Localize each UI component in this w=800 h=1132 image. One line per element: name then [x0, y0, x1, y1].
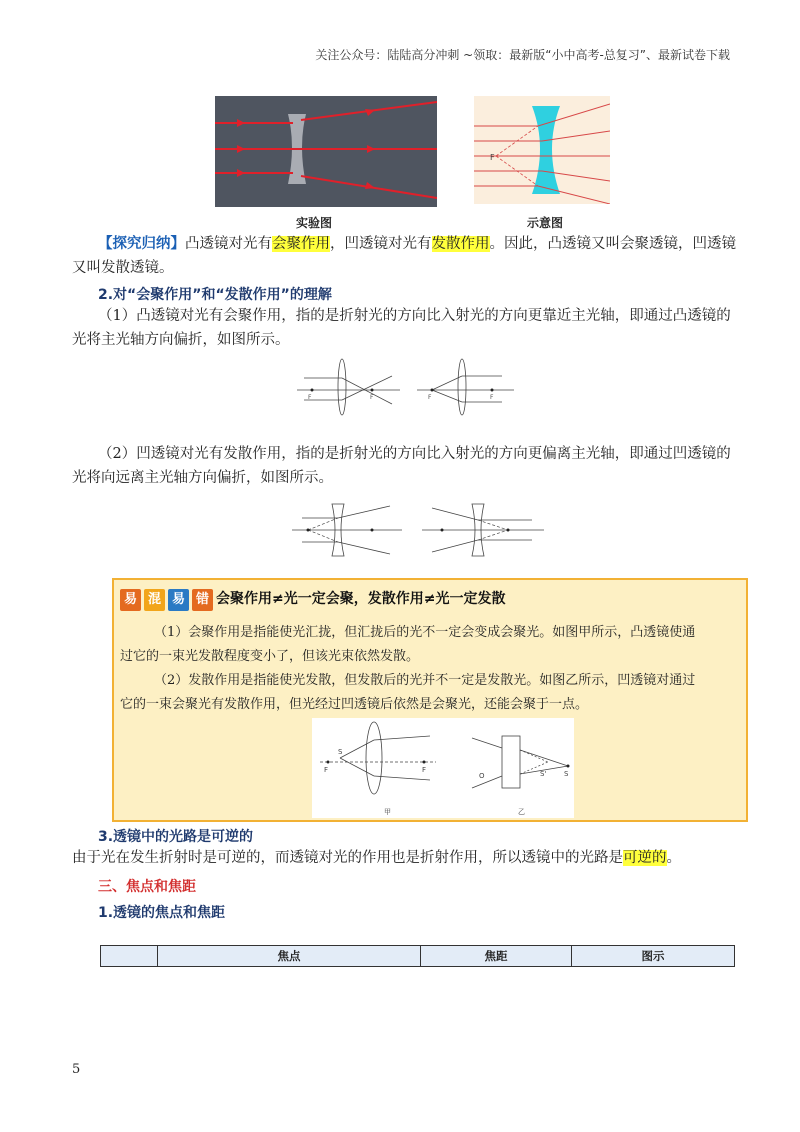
summary-tag: 【探究归纳】: [98, 235, 185, 252]
summary-line2: 又叫发散透镜。: [72, 260, 174, 276]
focus-heading: 1.透镜的焦点和焦距: [98, 905, 226, 921]
experiment-photo: [215, 96, 437, 207]
concave-lens-diagrams: [292, 500, 544, 560]
box-title: 会聚作用≠光一定会聚，发散作用≠光一定发散: [216, 591, 506, 607]
highlight-diverge: 发散作用: [431, 236, 490, 252]
page-header: 关注公众号：陆陆高分冲刺 ~领取：最新版“小中高考-总复习”、最新试卷下载: [315, 48, 730, 62]
table-header-cell: 图示: [572, 946, 735, 967]
section-2-p1-line1: （1）凸透镜对光有会聚作用，指的是折射光的方向比入射光的方向更靠近主光轴，即通过凸透镜的: [98, 308, 731, 324]
label-O: O: [479, 772, 485, 780]
table-header-cell: 焦点: [158, 946, 421, 967]
focus-table: [100, 945, 735, 967]
highlight-reversible: 可逆的: [623, 850, 667, 866]
section-3-body: 由于光在发生折射时是可逆的，而透镜对光的作用也是折射作用，所以透镜中的光路是: [72, 850, 623, 866]
box-p1-line1: （1）会聚作用是指能使光汇拢，但汇拢后的光不一定会变成会聚光。如图甲所示，凸透镜使通: [154, 625, 696, 640]
section-3-end: 。: [666, 850, 681, 866]
label-S: S: [338, 748, 343, 756]
badge-1: 易: [120, 589, 141, 611]
label-yi: 乙: [518, 808, 525, 816]
concave-lens-svg: [292, 500, 544, 560]
section-2-p2-line2: 光将向远离主光轴方向偏折，如图所示。: [72, 470, 333, 486]
section-three-heading: 三、焦点和焦距: [98, 879, 196, 895]
svg-text:F: F: [490, 153, 495, 162]
label-F: F: [428, 394, 432, 401]
table-header-row: [101, 946, 735, 967]
summary-paragraph: [98, 232, 738, 256]
section-2-p1-line2: 光将主光轴方向偏折，如图所示。: [72, 332, 290, 348]
section-3-heading: 3.透镜中的光路是可逆的: [98, 829, 254, 845]
section-3-text: [72, 846, 681, 870]
box-p2-line2: 它的一束会聚光有发散作用，但光经过凹透镜后依然是会聚光，还能会聚于一点。: [120, 697, 589, 712]
table-header-cell: [101, 946, 158, 967]
convex-lens-svg: [292, 356, 514, 418]
section-2-p2-line1: （2）凹透镜对光有发散作用，指的是折射光的方向比入射光的方向更偏离主光轴，即通过凹透镜的: [98, 446, 731, 462]
section-2-heading: 2.对“会聚作用”和“发散作用”的理解: [98, 287, 332, 303]
error-prone-box: [112, 578, 748, 822]
label-S-prime: S': [540, 770, 547, 778]
label-F: F: [370, 394, 374, 401]
box-p2-line1: （2）发散作用是指能使光发散，但发散后的光并不一定是发散光。如图乙所示，凹透镜对通过: [154, 673, 696, 688]
caption-schematic: 示意图: [527, 216, 564, 230]
badge-3: 易: [168, 589, 189, 611]
label-jia: 甲: [384, 808, 391, 816]
label-F: F: [308, 394, 312, 401]
page-number: 5: [72, 1062, 81, 1077]
label-S: S: [564, 770, 569, 778]
highlight-converge: 会聚作用: [272, 236, 330, 252]
label-F: F: [422, 766, 427, 774]
schematic-photo: [474, 96, 610, 204]
summary-text-1: 凸透镜对光有: [185, 236, 272, 252]
box-header: [120, 588, 505, 611]
box-diagrams-svg: [312, 718, 574, 818]
concave-lens-schematic-image: [474, 96, 610, 204]
summary-text-2: ，凹透镜对光有: [330, 236, 432, 252]
box-p1-line2: 过它的一束光发散程度变小了，但该光束依然发散。: [120, 649, 420, 664]
convex-lens-diagrams: [292, 356, 514, 418]
label-F: F: [490, 394, 494, 401]
label-F: F: [324, 766, 329, 774]
table-header-cell: 焦距: [421, 946, 572, 967]
box-diagram-panel: [312, 718, 574, 818]
caption-experiment: 实验图: [296, 216, 333, 230]
badge-2: 混: [144, 589, 165, 611]
summary-text-3: 。因此，凸透镜又叫会聚透镜，凹透镜: [489, 236, 736, 252]
badge-4: 错: [192, 589, 213, 611]
concave-lens-experiment-image: [215, 96, 437, 207]
